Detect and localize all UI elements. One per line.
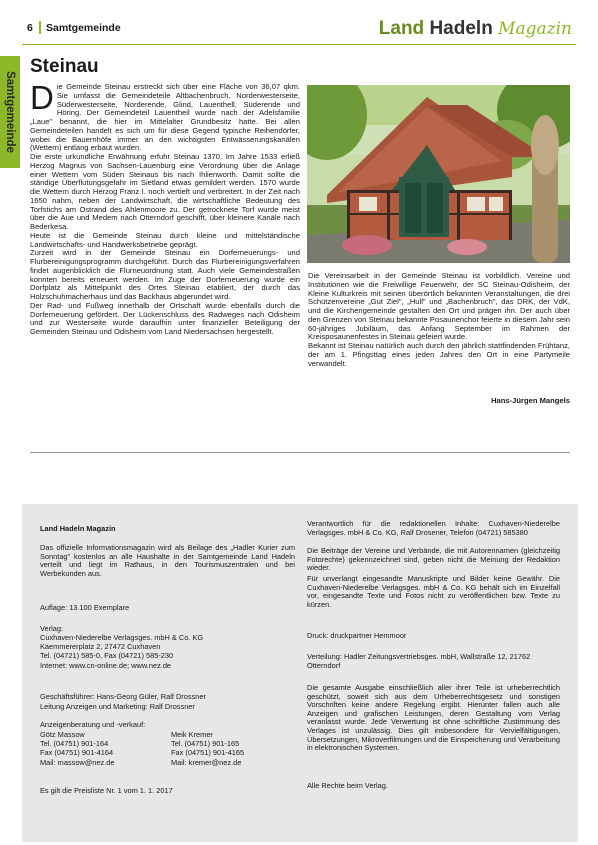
article-paragraph: Der Rad- und Fußweg innerhalb der Ortschaft wurde ebenfalls durch die Dorferneuerung gefördert. Der Lückenschluss des Radweges nach Odisheim und zur Westerseite wurde daraufhin unter finanzieller Beteiligung der Gemeinden Steinau und Odisheim vom Land Niedersachsen hergestellt. (30, 300, 300, 336)
article-paragraph: Die Vereinsarbeit in der Gemeinde Steinau ist vorbildlich. Vereine und Institutionen wie die Freiwillige Feuerwehr, der SC Steinau-Odisheim, der Kleine Kulturkreis mit seinen überörtlich bekannten Veranstaltungen, die drei Schützenvereine „Gut Ziel", „Hull" und „Bachenbruch", das DRK, der VdK, und die Kirchengemeinde gestalten den Ort und prägen ihn. Der auch über den Grenzen von Steinau bekannte Posaunenchor feierte in diesem Jahr sein 60-jähriges Jubiläum, das Anfang September im Rahmen der Kreisposaunenfestes in Steinau gefeiert wurde. (308, 271, 570, 342)
imprint-disclaimer: Die Beiträge der Vereine und Verbände, die mit Autorennamen (gleichzeitig Fotorechte) gekennzeichnet sind, geben nicht die Meinung der Redaktion wieder. (307, 546, 560, 573)
contact-1-fax: Fax (04751) 901-4164 (40, 748, 114, 757)
imprint-rights: Alle Rechte beim Verlag. (307, 781, 388, 790)
side-tab-label: Samtgemeinde (4, 71, 16, 153)
article-end-rule (30, 452, 570, 453)
page-header (22, 18, 582, 40)
masthead-logo (379, 18, 572, 40)
imprint-box (22, 504, 578, 842)
imprint-copyright: Die gesamte Ausgabe einschließlich aller ihrer Teile ist urheberrechtlich geschützt, soweit sich aus dem Urheberrechtsgesetz und sonstigen Vorschriften keine andere Regelung ergibt. Hierunter fallen auch alle Anzeigen und grafischen Leistungen, deren Gestaltung vom Verlag veranlasst wurde. Jede Verwertung ist ohne schriftliche Zustimmung des Verlages ist unzulässig. Dies gilt insbesondere für Vervielfältigungen, Übersetzungen, Mikroverfilmungen und die Einspeicherung und Verarbeitung in elektronischen Systemen. (307, 683, 560, 753)
side-tab (0, 56, 20, 168)
imprint-verlag-internet: Internet: www.cn-online.de; www.nez.de (40, 661, 172, 670)
contact-2-fax: Fax (04751) 901-4165 (171, 748, 245, 757)
article-paragraph: ie Gemeinde Steinau erstreckt sich über eine Fläche von 36,07 qkm. Sie umfasst die Gemeindeteile Altbachenbruch, Norderwesterseite, Süderwesterseite, Norderende, Glind, Lauenthell, Süderende und Höring. Der Gemeindeteil Lauentheil wurde nach der Adelsfamilie „Laue" benannt, die hier im Mittelalter Grundbesitz hatte. Bei allen Gemeindeteilen handelt es sich um für diese Gegend typische Reihendörfer, wobei die Bauernhöfe immer an den wichtigsten Entwässerungskanälen (Wettern) entlang erbaut wurden. (30, 82, 300, 153)
imprint-ads-heading: Anzeigenberatung und -verkauf: (40, 720, 146, 729)
header-separator (39, 21, 41, 34)
header-rule (22, 44, 576, 45)
contact-1-name: Götz Massow (40, 730, 85, 739)
contact-2-mail: Mail: kremer@nez.de (171, 758, 242, 767)
imprint-verlag-phone: Tel. (04721) 585-0, Fax (04721) 585-230 (40, 651, 174, 660)
imprint-vertrieb: Verteilung: Hadler Zeitungsvertriebsges. mbH, Wallstraße 12, 21762 Otterndorf (307, 652, 531, 670)
article-photo (307, 85, 570, 263)
article-paragraph: Heute ist die Gemeinde Steinau durch kleine und mittelständische Landwirtschafts- und Handwerksbetriebe geprägt. (30, 230, 300, 249)
article-left-column (30, 79, 300, 337)
imprint-management: Geschäftsführer: Hans-Georg Güler, Ralf Drossner (40, 692, 206, 701)
section-name: Samtgemeinde (46, 22, 121, 34)
imprint-responsible: Verantwortlich für die redaktionellen Inhalte: Cuxhaven-Niederelbe Verlagsges. mbH & Co. KG, Ralf Drosener, Telefon (04721) 585380 (307, 519, 560, 537)
masthead-land: Land (378, 18, 425, 39)
drop-cap: D (30, 79, 54, 116)
contact-2-phone: Tel. (04751) 901-165 (171, 739, 240, 748)
half-timbered-house-photo (307, 85, 570, 263)
contact-1-mail: Mail: massow@nez.de (40, 758, 115, 767)
article-paragraph: Die erste urkundliche Erwähnung erfuhr Steinau 1370. Im Jahre 1533 erließ Herzog Magnus von Sachsen-Lauenburg eine Verordnung über die Anlage einer Wettern vom Süden Steinaus bis nach Ihlienworth. Damit sollte die ständige Überflutungsgefahr im Sietland etwas gemildert werden. 1570 wurde die Wettern durch Herzog Franz I. noch vertieft und verbreitert. In der Zeit nach 1650 nahm, neben der Landwirtschaft, die wirtschaftliche Bedeutung des Torfstichs am Ostrand des Ahlenmoore zu. Der getrocknete Torf wurde meist über die Aue und Medem nach Otterndorf geschifft, über kleinere Kanäle nach Bederkesa. (30, 152, 300, 231)
article-title: Steinau (30, 56, 99, 77)
article-right-column (308, 272, 570, 368)
imprint-verlag-label: Verlag: (40, 624, 64, 633)
page-number: 6 (27, 22, 33, 34)
imprint-druck: Druck: druckpartner Hemmoor (307, 631, 407, 640)
imprint-heading: Land Hadeln Magazin (40, 524, 116, 533)
imprint-management-ads: Leitung Anzeigen und Marketing: Ralf Drossner (40, 702, 195, 711)
contact-1-phone: Tel. (04751) 901-164 (40, 739, 109, 748)
contact-2-name: Meik Kremer (171, 730, 213, 739)
imprint-verlag-name: Cuxhaven-Niederelbe Verlagsges. mbH & Co. KG (40, 633, 204, 642)
imprint-verlag-address: Kaemmererplatz 2, 27472 Cuxhaven (40, 642, 161, 651)
imprint-pricelist: Es gilt die Preisliste Nr. 1 vom 1. 1. 2017 (40, 786, 173, 795)
article-author: Hans-Jürgen Mangels (491, 396, 570, 405)
masthead-magazin: Magazin (498, 19, 572, 39)
masthead-hadeln: Hadeln (429, 18, 493, 39)
article-paragraph: Zurzeit wird in der Gemeinde Steinau ein Dorferneuerungs- und Flurbereinigungsprogramm durchgeführt. Durch das Flurbereinigungsverfahren findet augenblicklich die Flurneuordnung statt. Auch viele Gemeindestraßen konnten bereits erneuert werden. Im Zuge der Dorferneuerung wurde ein Dorfplatz als Mittelpunkt des Ortes Steinau etabliert, der durch das Holzschuhmacherhaus und das Backhaus abgerundet wird. (30, 248, 300, 301)
imprint-intro: Das offizielle Informationsmagazin wird als Beilage des „Hadler Kurier zum Sonntag" kostenlos an alle Haushalte in der Samtgemeinde Land Hadeln verteilt und liegt im Rathaus, in den Tourismuszentralen und bei Werbekunden aus. (40, 543, 295, 578)
article-paragraph: Bekannt ist Steinau natürlich auch durch den jährlich stattfindenden Frühtanz, der am 1. Pfingsttag eines jeden Jahres den Ort in eine Partymeile verwandelt. (308, 341, 570, 368)
imprint-auflage: Auflage: 13.100 Exemplare (40, 603, 130, 612)
imprint-manuscripts: Für unverlangt eingesandte Manuskripte und Bilder keine Gewähr. Die Cuxhaven-Niederelbe Verlagsges. mbH & Co. KG behält sich im Einzelfall vor, eingesandte Texte und Fotos nicht zu veröffentlichen bzw. Texte zu kürzen. (307, 574, 560, 609)
